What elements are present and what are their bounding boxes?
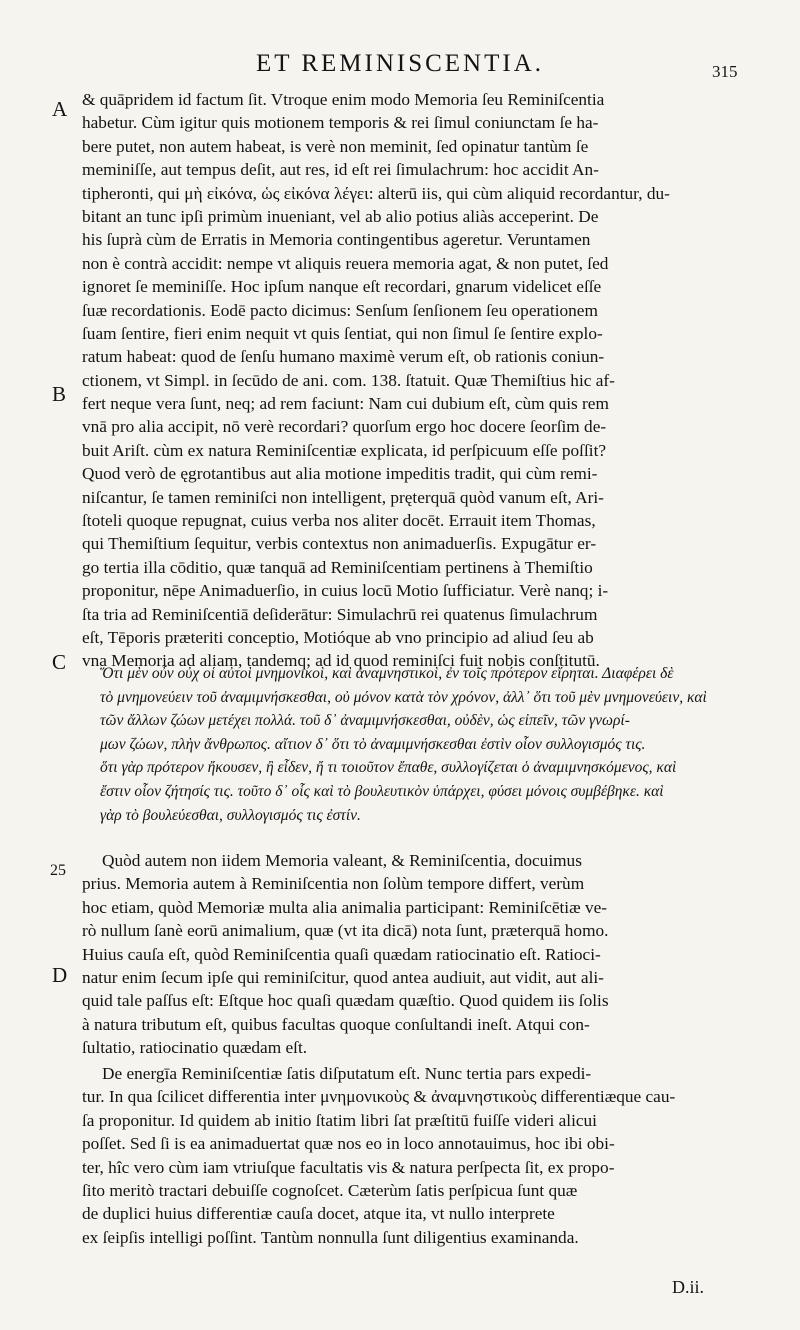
- text-line: hoc etiam, quòd Memoriæ multa alia animalia participant: Reminiſcētiæ ve-: [82, 897, 608, 917]
- margin-letter-b: B: [52, 382, 67, 406]
- page-number: 315: [712, 62, 738, 81]
- text-line: ἔστιν οἷον ζήτησίς τις. τοῦτο δ᾽ οἷς καὶ τὸ βουλευτικὸν ὑπάρχει, φύσει μόνοις συμβέβηκε. καὶ: [100, 782, 664, 800]
- text-line: habetur. Cùm igitur quis motionem temporis & rei ſimul coniunctam ſe ha-: [82, 113, 599, 133]
- text-line: ſta tria ad Reminiſcentiā deſiderātur: Simulachrū rei quatenus ſimulachrum: [82, 604, 598, 624]
- text-line: niſcantur, ſe tamen reminiſci non intelligent, pręterquā quòd vanum eſt, Ari-: [82, 487, 604, 507]
- text-line: qui Themiſtium ſequitur, verbis contextus non animaduerſis. Expugātur er-: [82, 534, 597, 554]
- text-line: ſito meritò tractari debuiſſe cognoſcet. Cæterùm ſatis perſpicua ſunt quæ: [82, 1180, 578, 1200]
- text-line: ὅτι γὰρ πρότερον ἤκουσεν, ἢ εἶδεν, ἤ τι τοιοῦτον ἔπαθε, συλλογίζεται ὁ ἀναμιμνησκόμενος, καὶ: [100, 759, 677, 777]
- text-line: meminiſſe, aut tempus deſit, aut res, id eſt rei ſimulachrum: hoc accidit An-: [82, 160, 599, 180]
- text-line: ſtoteli quoque repugnat, cuius verba nos aliter docēt. Errauit item Thomas,: [82, 511, 596, 531]
- text-line: γὰρ τὸ βουλεύεσθαι, συλλογισμός τις ἐστίν.: [100, 806, 361, 824]
- text-line: ratum habeat: quod de ſenſu humano maximè verum eſt, ob rationis coniun-: [82, 347, 605, 367]
- latin-commentary-block-2: [82, 849, 710, 1060]
- text-line: ſuæ recordationis. Eodē pacto dicimus: Senſum ſenſionem ſeu operationem: [82, 300, 598, 320]
- text-line: à natura tributum eſt, quibus facultas quoque conſultandi ineſt. Atqui con-: [82, 1014, 590, 1034]
- running-head: ET REMINISCENTIA.: [255, 50, 545, 77]
- text-line: ſa proponitur. Id quidem ab initio ſtatim libri ſat præſtitū fuiſſe videri alicui: [82, 1110, 597, 1130]
- text-line: his ſuprà cùm de Erratis in Memoria contingentibus ageretur. Veruntamen: [82, 230, 591, 250]
- text-line: & quāpridem id factum ſit. Vtroque enim modo Memoria ſeu Reminiſcentia: [82, 90, 605, 109]
- text-line: μων ζώων, πλὴν ἄνθρωπος. αἴτιον δ᾽ ὅτι τὸ ἀναμιμνήσκεσθαι ἐστὶν οἷον συλλογισμός τις.: [100, 735, 646, 753]
- margin-letter-c: C: [52, 650, 67, 674]
- text-line: rò nullum ſanè eorū animalium, quæ (vt ita dicā) nota ſunt, præterquā homo.: [82, 921, 609, 941]
- text-line: de duplici huius differentiæ cauſa docet, atque ita, vt nullo interprete: [82, 1204, 555, 1224]
- text-line: ignoret ſe meminiſſe. Hoc ipſum nanque eſt recordari, gnarum videlicet eſſe: [82, 277, 602, 297]
- margin-letter-a: A: [52, 97, 68, 121]
- latin-commentary-block-1: [82, 88, 710, 673]
- text-line: ctionem, vt Simpl. in ſecūdo de ani. com. 138. ſtatuit. Quæ Themiſtius hic af-: [82, 370, 615, 390]
- signature-mark: D.ii.: [672, 1277, 705, 1297]
- text-line: tur. In qua ſcilicet differentia inter μνημονικοὺς & ἀναμνηστικοὺς differentiæque cau-: [82, 1087, 676, 1107]
- text-line: bitant an tunc ipſi primùm inueniant, vel ab alio potius aliàs acceperint. De: [82, 206, 599, 226]
- text-line: vna Memoria ad aliam, tandemq; ad id quod reminiſci fuit nobis conſtitutū.: [82, 651, 600, 671]
- text-line: ex ſeipſis intelligi poſſint. Tantùm nonnulla ſunt diligentius examinanda.: [82, 1227, 579, 1247]
- text-line: buit Ariſt. cùm ex natura Reminiſcentiæ explicata, id perſpicuum eſſe poſſit?: [82, 440, 607, 460]
- text-line: ſultatio, ratiocinatio quædam eſt.: [82, 1038, 308, 1058]
- text-line: bere putet, non autem habeat, is verè non meminit, ſed opinatur tantùm ſe: [82, 136, 589, 156]
- text-line: Ὅτι μὲν οὖν οὐχ οἱ αὐτοὶ μνημονικοὶ, καὶ ἀναμνηστικοὶ, ἐν τοῖς πρότερον εἴρηται. Διαφέρει δὲ: [100, 665, 674, 682]
- text-line: quid tale paſſus eſt: Eſtque hoc quaſi quædam quæſtio. Quod quidem iis ſolis: [82, 991, 609, 1011]
- text-line: non è contrà accidit: nempe vt aliquis reuera memoria agat, & non putet, ſed: [82, 253, 609, 273]
- text-line: ter, hîc vero cùm iam vtriuſque facultatis vis & natura perſpecta ſit, ex propo-: [82, 1157, 615, 1177]
- latin-commentary-block-3: [82, 1062, 710, 1249]
- margin-line-number: 25: [50, 862, 66, 879]
- text-line: Quòd autem non iidem Memoria valeant, & Reminiſcentia, docuimus: [102, 851, 582, 870]
- text-line: Huius cauſa eſt, quòd Reminiſcentia quaſi quædam ratiocinatio eſt. Ratioci-: [82, 944, 601, 964]
- text-line: prius. Memoria autem à Reminiſcentia non ſolùm tempore differt, verùm: [82, 874, 585, 894]
- text-line: ſuam ſentire, fieri enim nequit vt quis ſentiat, qui non ſimul ſe ſentire explo-: [82, 323, 603, 343]
- text-line: natur enim ſecum ipſe qui reminiſcitur, quod antea audiuit, aut vidit, aut ali-: [82, 967, 604, 987]
- text-line: proponitur, nēpe Animaduerſio, in cuius locū Motio ſufficiatur. Verè nanq; i-: [82, 581, 609, 601]
- text-line: go tertia illa cōditio, quæ tanquā ad Reminiſcentiam pertinens à Themiſtio: [82, 557, 593, 577]
- text-line: vnā pro alia accipit, nō verè recordari? quorſum ergo hoc docere ſeorſim de-: [82, 417, 607, 437]
- greek-quotation-block: [100, 662, 712, 827]
- text-line: eſt, Tēporis præteriti conceptio, Motióque ab vno principio ad aliud ſeu ab: [82, 627, 594, 647]
- text-line: poſſet. Sed ſi is ea animaduertat quæ nos eo in loco annotauimus, hoc ibi obi-: [82, 1134, 615, 1154]
- text-line: τῶν ἄλλων ζώων μετέχει πολλά. τοῦ δ᾽ ἀναμιμνήσκεσθαι, οὐδὲν, ὡς εἰπεῖν, τῶν γνωρί-: [100, 712, 630, 730]
- text-line: fert neque vera ſunt, neq; ad rem faciunt: Nam cui dubium eſt, cùm quis rem: [82, 394, 609, 414]
- margin-letter-d: D: [52, 963, 68, 987]
- text-line: τὸ μνημονεύειν τοῦ ἀναμιμνήσκεσθαι, οὐ μόνον κατὰ τὸν χρόνον, ἀλλ᾽ ὅτι τοῦ μὲν μνημονεύειν, καὶ: [100, 688, 707, 706]
- text-line: Quod verò de ęgrotantibus aut alia motione impeditis tradit, qui cùm remi-: [82, 464, 598, 484]
- text-line: De energīa Reminiſcentiæ ſatis diſputatum eſt. Nunc tertia pars expedi-: [102, 1064, 592, 1083]
- text-line: tipheronti, qui μὴ εἰκόνα, ὡς εἰκόνα λέγει: alterū iis, qui cùm aliquid recordantur, du-: [82, 183, 670, 203]
